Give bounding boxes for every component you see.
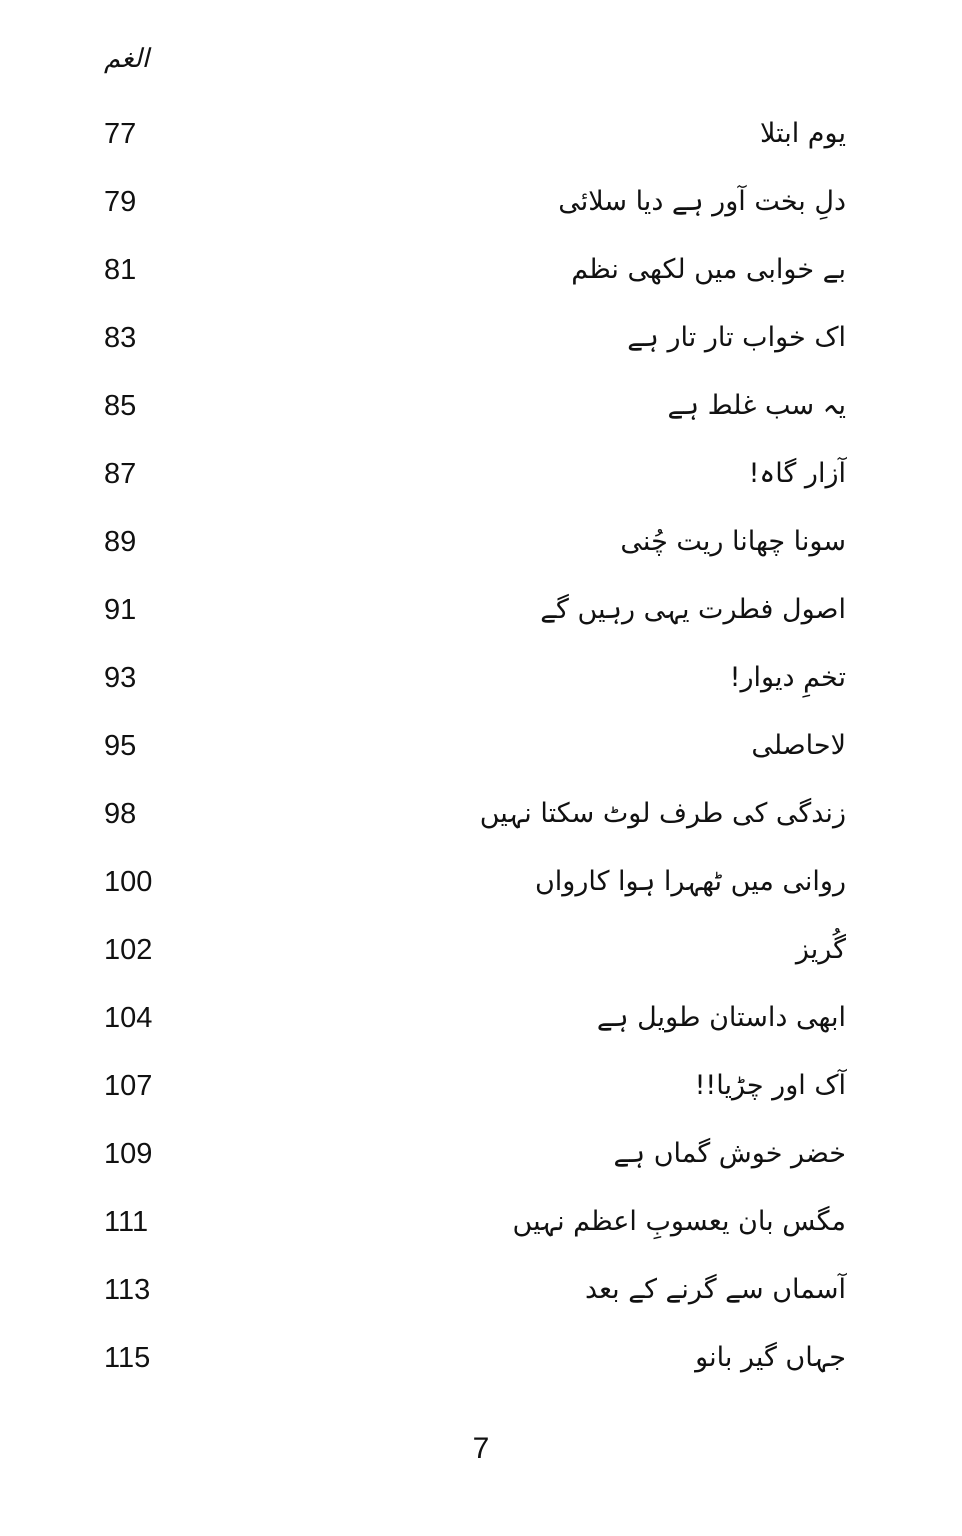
toc-title: جہاں گیر بانو bbox=[695, 1342, 846, 1373]
toc-entry bbox=[0, 380, 962, 448]
toc-entry bbox=[0, 516, 962, 584]
toc-entry bbox=[0, 924, 962, 992]
toc-title: آک اور چڑیا!! bbox=[694, 1070, 846, 1101]
toc-page-number: 111 bbox=[104, 1206, 149, 1238]
toc-entry bbox=[0, 992, 962, 1060]
toc-entry bbox=[0, 1264, 962, 1332]
toc-title: دلِ بخت آور ہے دیا سلائی bbox=[558, 186, 846, 217]
toc-entry bbox=[0, 856, 962, 924]
running-header: الغم bbox=[104, 44, 149, 74]
toc-page-number: 79 bbox=[104, 186, 137, 218]
toc-page-number: 83 bbox=[104, 322, 137, 354]
toc-entry bbox=[0, 176, 962, 244]
toc-entry bbox=[0, 1128, 962, 1196]
toc-entry bbox=[0, 652, 962, 720]
toc-page-number: 77 bbox=[104, 118, 137, 150]
toc-entry bbox=[0, 312, 962, 380]
toc-title: بے خوابی میں لکھی نظم bbox=[571, 254, 846, 285]
toc-page-number: 93 bbox=[104, 662, 137, 694]
toc-page-number: 89 bbox=[104, 526, 137, 558]
toc-entry bbox=[0, 720, 962, 788]
page-number: 7 bbox=[472, 1432, 490, 1465]
toc-title: آزار گاہ! bbox=[748, 458, 846, 489]
toc-page-number: 95 bbox=[104, 730, 137, 762]
toc-title: اصول فطرت یہی رہیں گے bbox=[540, 594, 846, 625]
toc-page-number: 104 bbox=[104, 1002, 153, 1034]
toc-title: گُریز bbox=[795, 934, 846, 965]
table-of-contents bbox=[0, 108, 962, 1400]
toc-page-number: 107 bbox=[104, 1070, 153, 1102]
toc-page-number: 81 bbox=[104, 254, 137, 286]
toc-entry bbox=[0, 108, 962, 176]
toc-page-number: 98 bbox=[104, 798, 137, 830]
toc-title: روانی میں ٹھہرا ہوا کارواں bbox=[534, 866, 846, 897]
toc-page-number: 100 bbox=[104, 866, 153, 898]
toc-title: زندگی کی طرف لوٹ سکتا نہیں bbox=[479, 798, 846, 829]
toc-title: مگس بان یعسوبِ اعظم نہیں bbox=[512, 1206, 846, 1237]
toc-page-number: 91 bbox=[104, 594, 137, 626]
toc-page-number: 87 bbox=[104, 458, 137, 490]
toc-title: لاحاصلی bbox=[751, 730, 846, 761]
toc-page-number: 102 bbox=[104, 934, 153, 966]
toc-entry bbox=[0, 1060, 962, 1128]
toc-entry bbox=[0, 788, 962, 856]
toc-entry bbox=[0, 244, 962, 312]
toc-entry bbox=[0, 584, 962, 652]
toc-page-number: 115 bbox=[104, 1342, 151, 1374]
toc-title: یہ سب غلط ہے bbox=[667, 390, 846, 421]
toc-title: آسماں سے گرنے کے بعد bbox=[584, 1274, 846, 1305]
toc-page-number: 113 bbox=[104, 1274, 151, 1306]
toc-title: ابھی داستان طویل ہے bbox=[596, 1002, 846, 1033]
toc-entry bbox=[0, 448, 962, 516]
toc-page-number: 109 bbox=[104, 1138, 153, 1170]
toc-title: اک خواب تار تار ہے bbox=[627, 322, 846, 353]
toc-title: تخمِ دیوار! bbox=[729, 662, 846, 693]
toc-entry bbox=[0, 1332, 962, 1400]
toc-title: یوم ابتلا bbox=[759, 118, 846, 149]
toc-title: خضر خوش گماں ہے bbox=[613, 1138, 846, 1169]
toc-title: سونا چھانا ریت چُنی bbox=[620, 526, 846, 557]
toc-page-number: 85 bbox=[104, 390, 137, 422]
toc-entry bbox=[0, 1196, 962, 1264]
